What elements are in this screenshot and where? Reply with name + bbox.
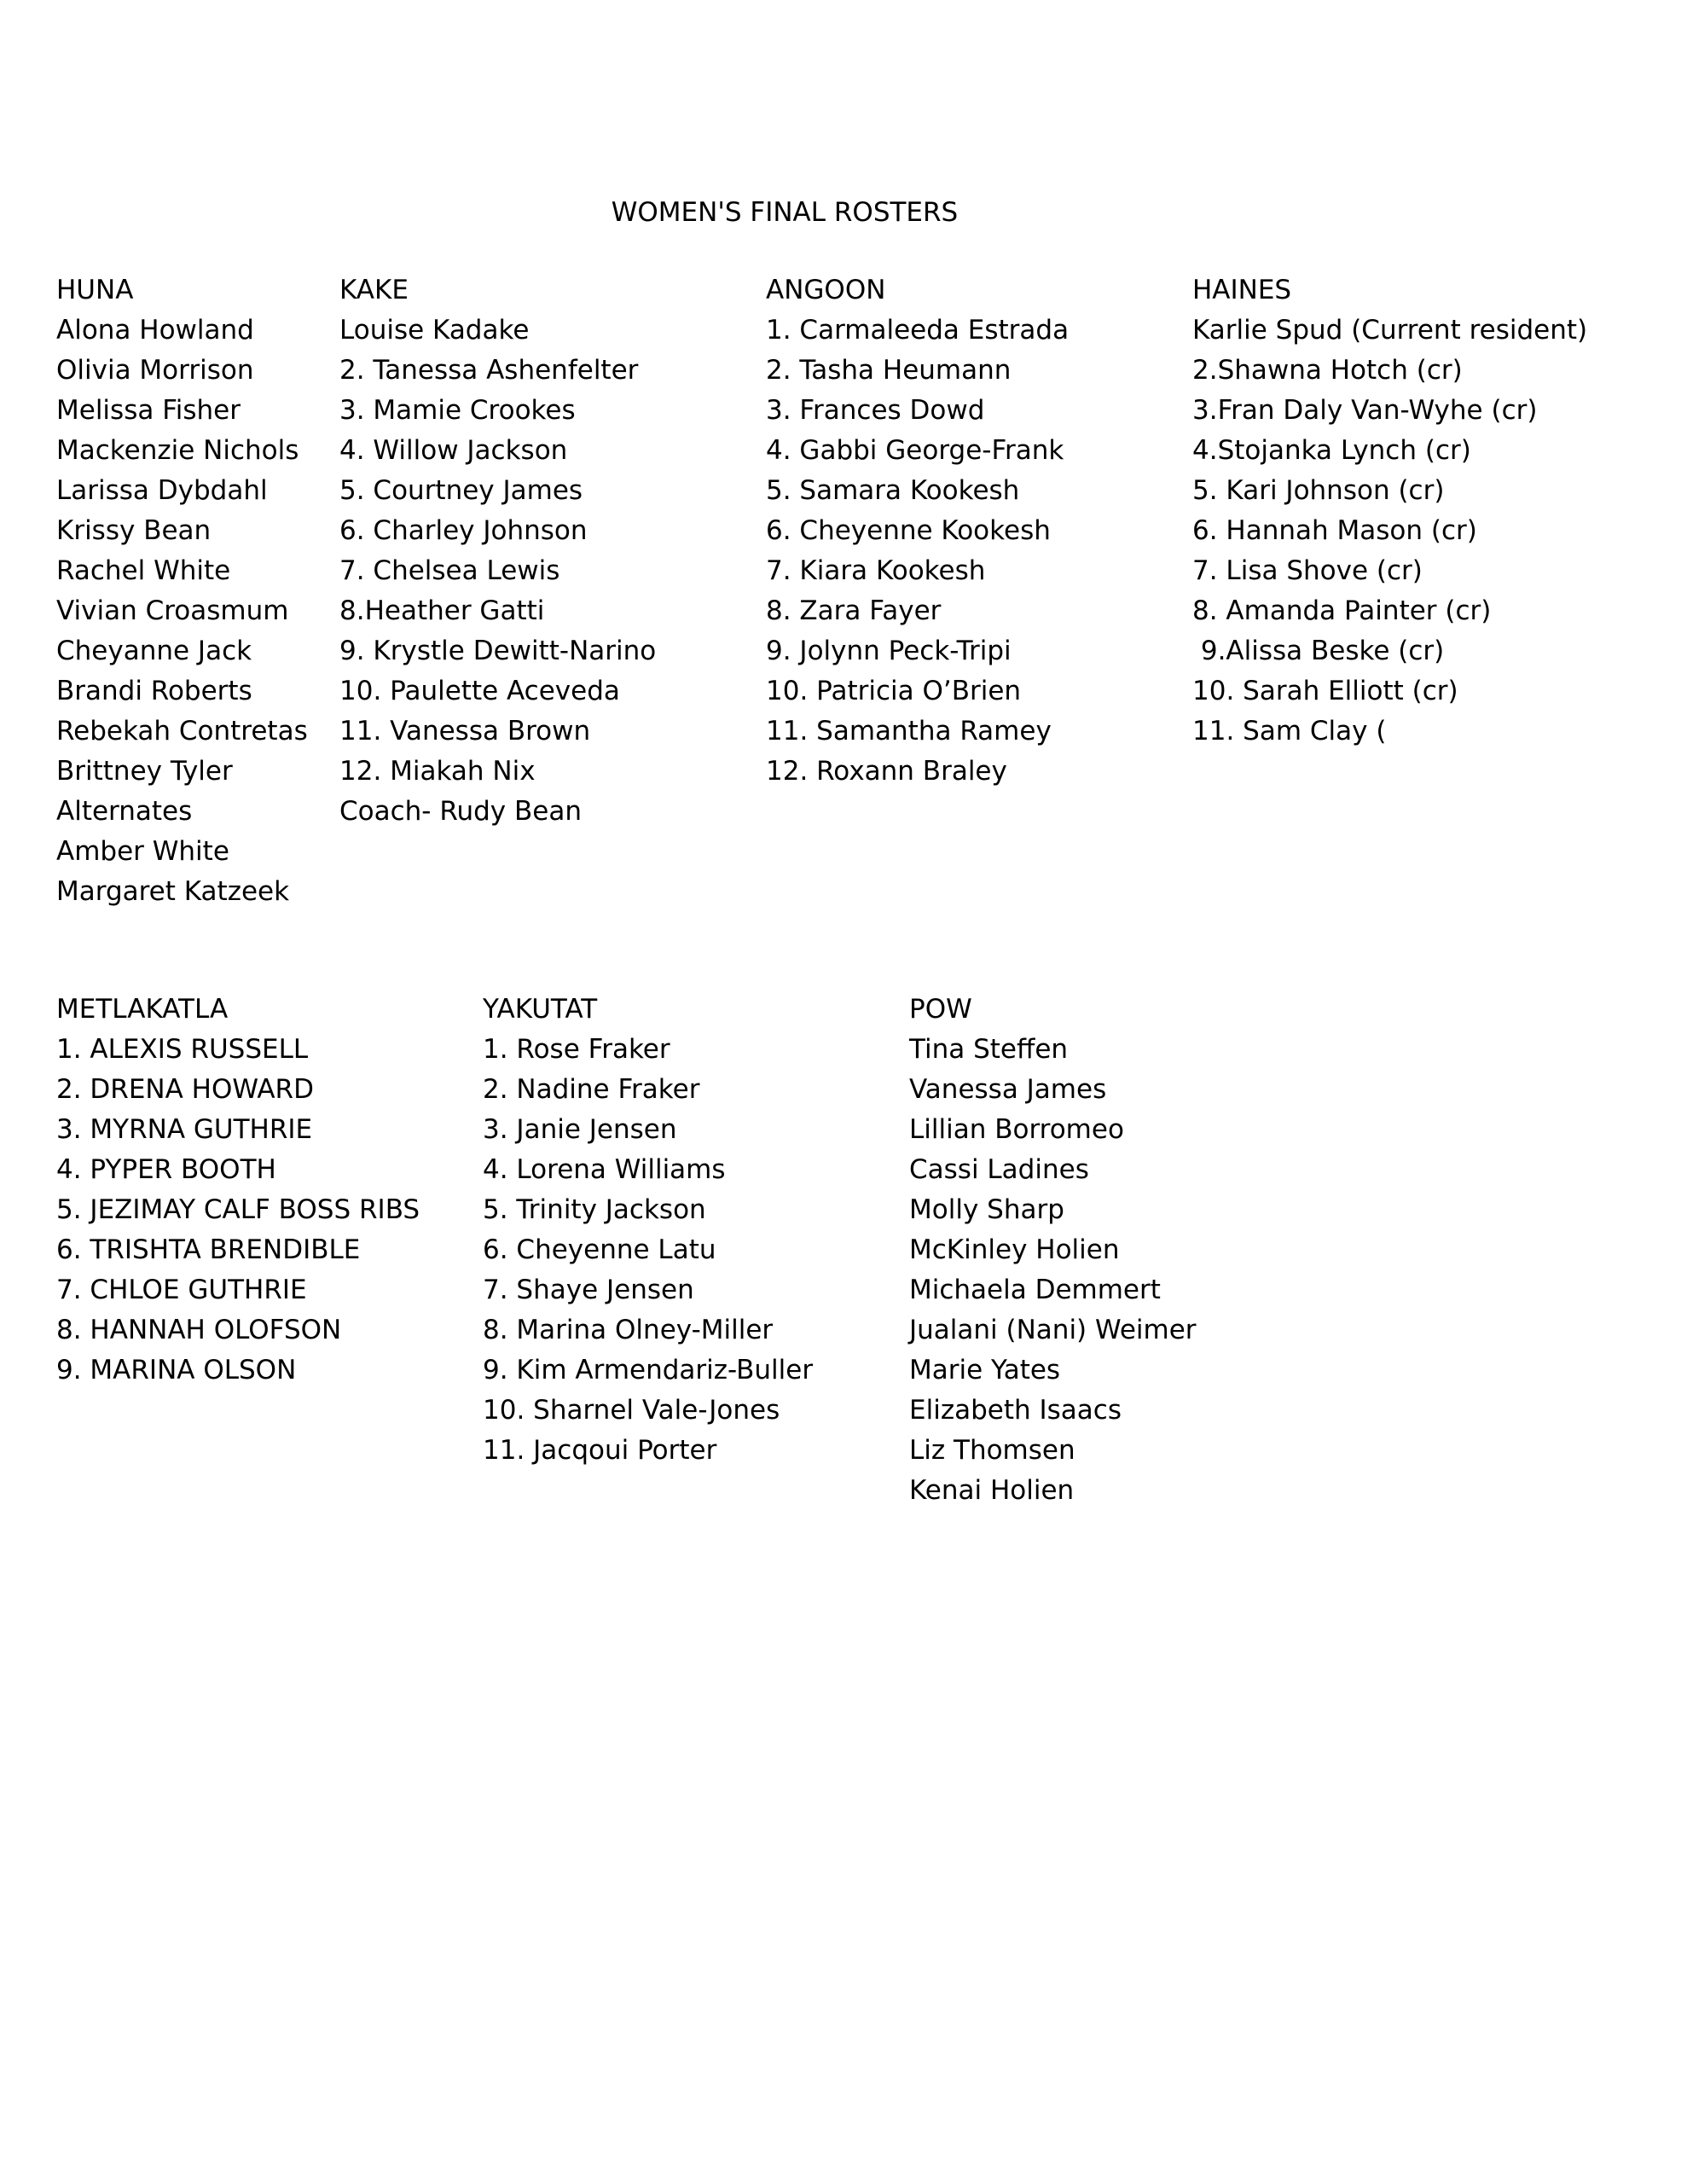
player-entry: 7. Kiara Kookesh xyxy=(766,555,986,586)
roster-yakutat xyxy=(483,990,813,1471)
player-entry: Elizabeth Isaacs xyxy=(909,1395,1122,1426)
player-entry: 1. Carmaleeda Estrada xyxy=(766,315,1070,346)
roster-pow xyxy=(909,990,1197,1511)
player-entry: Coach- Rudy Bean xyxy=(339,796,582,827)
player-entry: Molly Sharp xyxy=(909,1194,1064,1225)
player-entry: Liz Thomsen xyxy=(909,1435,1075,1466)
player-entry: 5. JEZIMAY CALF BOSS RIBS xyxy=(56,1194,420,1225)
player-entry: 7. Lisa Shove (cr) xyxy=(1192,555,1423,586)
player-entry: Amber White xyxy=(56,836,229,867)
player-entry: 11. Samantha Ramey xyxy=(766,716,1052,746)
roster-kake xyxy=(339,270,656,832)
player-entry: 6. Cheyenne Kookesh xyxy=(766,515,1051,546)
player-entry: 4.Stojanka Lynch (cr) xyxy=(1192,435,1471,466)
player-entry: 5. Samara Kookesh xyxy=(766,475,1020,506)
team-name-angoon: ANGOON xyxy=(766,275,886,305)
player-entry: Kenai Holien xyxy=(909,1475,1075,1506)
player-entry: Karlie Spud (Current resident) xyxy=(1192,315,1588,346)
player-entry: 2. Nadine Fraker xyxy=(483,1074,700,1105)
player-entry: 9.Alissa Beske (cr) xyxy=(1192,636,1445,666)
player-entry: Krissy Bean xyxy=(56,515,212,546)
player-entry: Alona Howland xyxy=(56,315,254,346)
team-name-haines: HAINES xyxy=(1192,275,1292,305)
team-name-yakutat: YAKUTAT xyxy=(483,994,598,1025)
player-entry: 6. TRISHTA BRENDIBLE xyxy=(56,1234,361,1265)
player-entry: 6. Charley Johnson xyxy=(339,515,588,546)
player-entry: 4. Willow Jackson xyxy=(339,435,568,466)
player-entry: 12. Miakah Nix xyxy=(339,756,536,787)
player-entry: 11. Vanessa Brown xyxy=(339,716,591,746)
player-entry: 8. Marina Olney-Miller xyxy=(483,1315,774,1345)
player-entry: 12. Roxann Braley xyxy=(766,756,1007,787)
player-entry: 2. Tasha Heumann xyxy=(766,355,1012,386)
player-entry: Rachel White xyxy=(56,555,231,586)
player-entry: Tina Steffen xyxy=(909,1034,1069,1065)
player-entry: 8. Amanda Painter (cr) xyxy=(1192,595,1492,626)
player-entry: Melissa Fisher xyxy=(56,395,241,426)
player-entry: 3. Janie Jensen xyxy=(483,1114,677,1145)
player-entry: Louise Kadake xyxy=(339,315,530,346)
roster-huna xyxy=(56,270,308,912)
player-entry: Margaret Katzeek xyxy=(56,876,290,907)
player-entry: Jualani (Nani) Weimer xyxy=(909,1315,1197,1345)
player-entry: Rebekah Contretas xyxy=(56,716,308,746)
player-entry: Vanessa James xyxy=(909,1074,1107,1105)
player-entry: 3.Fran Daly Van-Wyhe (cr) xyxy=(1192,395,1538,426)
player-entry: 7. Shaye Jensen xyxy=(483,1275,694,1305)
player-entry: 3. Mamie Crookes xyxy=(339,395,576,426)
player-entry: 10. Sarah Elliott (cr) xyxy=(1192,676,1458,706)
player-entry: 8.Heather Gatti xyxy=(339,595,545,626)
team-name-pow: POW xyxy=(909,994,972,1025)
player-entry: 10. Sharnel Vale-Jones xyxy=(483,1395,780,1426)
player-entry: Mackenzie Nichols xyxy=(56,435,299,466)
player-entry: 2. Tanessa Ashenfelter xyxy=(339,355,639,386)
player-entry: 2.Shawna Hotch (cr) xyxy=(1192,355,1463,386)
player-entry: 8. HANNAH OLOFSON xyxy=(56,1315,342,1345)
player-entry: 11. Sam Clay ( xyxy=(1192,716,1387,746)
player-entry: 6. Cheyenne Latu xyxy=(483,1234,716,1265)
player-entry: Larissa Dybdahl xyxy=(56,475,268,506)
player-entry: 1. Rose Fraker xyxy=(483,1034,670,1065)
player-entry: Alternates xyxy=(56,796,193,827)
page-title: WOMEN'S FINAL ROSTERS xyxy=(611,197,959,228)
player-entry: Vivian Croasmum xyxy=(56,595,289,626)
roster-metlakatla xyxy=(56,990,420,1391)
player-entry: 9. Krystle Dewitt-Narino xyxy=(339,636,657,666)
player-entry: Cassi Ladines xyxy=(909,1154,1089,1185)
player-entry: 4. PYPER BOOTH xyxy=(56,1154,276,1185)
player-entry: 5. Courtney James xyxy=(339,475,583,506)
player-entry: Cheyanne Jack xyxy=(56,636,252,666)
roster-angoon xyxy=(766,270,1069,792)
player-entry: Marie Yates xyxy=(909,1355,1061,1385)
player-entry: 6. Hannah Mason (cr) xyxy=(1192,515,1477,546)
team-name-kake: KAKE xyxy=(339,275,409,305)
player-entry: 10. Paulette Aceveda xyxy=(339,676,620,706)
player-entry: 4. Lorena Williams xyxy=(483,1154,726,1185)
player-entry: 7. Chelsea Lewis xyxy=(339,555,560,586)
team-name-metlakatla: METLAKATLA xyxy=(56,994,229,1025)
player-entry: Lillian Borromeo xyxy=(909,1114,1124,1145)
player-entry: 10. Patricia O’Brien xyxy=(766,676,1022,706)
player-entry: 3. MYRNA GUTHRIE xyxy=(56,1114,313,1145)
player-entry: 8. Zara Fayer xyxy=(766,595,942,626)
player-entry: Michaela Demmert xyxy=(909,1275,1161,1305)
team-name-huna: HUNA xyxy=(56,275,134,305)
player-entry: 7. CHLOE GUTHRIE xyxy=(56,1275,307,1305)
player-entry: 5. Trinity Jackson xyxy=(483,1194,706,1225)
player-entry: 5. Kari Johnson (cr) xyxy=(1192,475,1445,506)
player-entry: 9. MARINA OLSON xyxy=(56,1355,297,1385)
player-entry: 2. DRENA HOWARD xyxy=(56,1074,314,1105)
player-entry: 1. ALEXIS RUSSELL xyxy=(56,1034,309,1065)
player-entry: 9. Jolynn Peck-Tripi xyxy=(766,636,1012,666)
player-entry: 11. Jacqoui Porter xyxy=(483,1435,717,1466)
player-entry: Brittney Tyler xyxy=(56,756,233,787)
player-entry: Olivia Morrison xyxy=(56,355,254,386)
player-entry: Brandi Roberts xyxy=(56,676,252,706)
roster-haines xyxy=(1192,270,1587,752)
player-entry: 9. Kim Armendariz-Buller xyxy=(483,1355,814,1385)
player-entry: 3. Frances Dowd xyxy=(766,395,985,426)
player-entry: McKinley Holien xyxy=(909,1234,1120,1265)
player-entry: 4. Gabbi George-Frank xyxy=(766,435,1064,466)
